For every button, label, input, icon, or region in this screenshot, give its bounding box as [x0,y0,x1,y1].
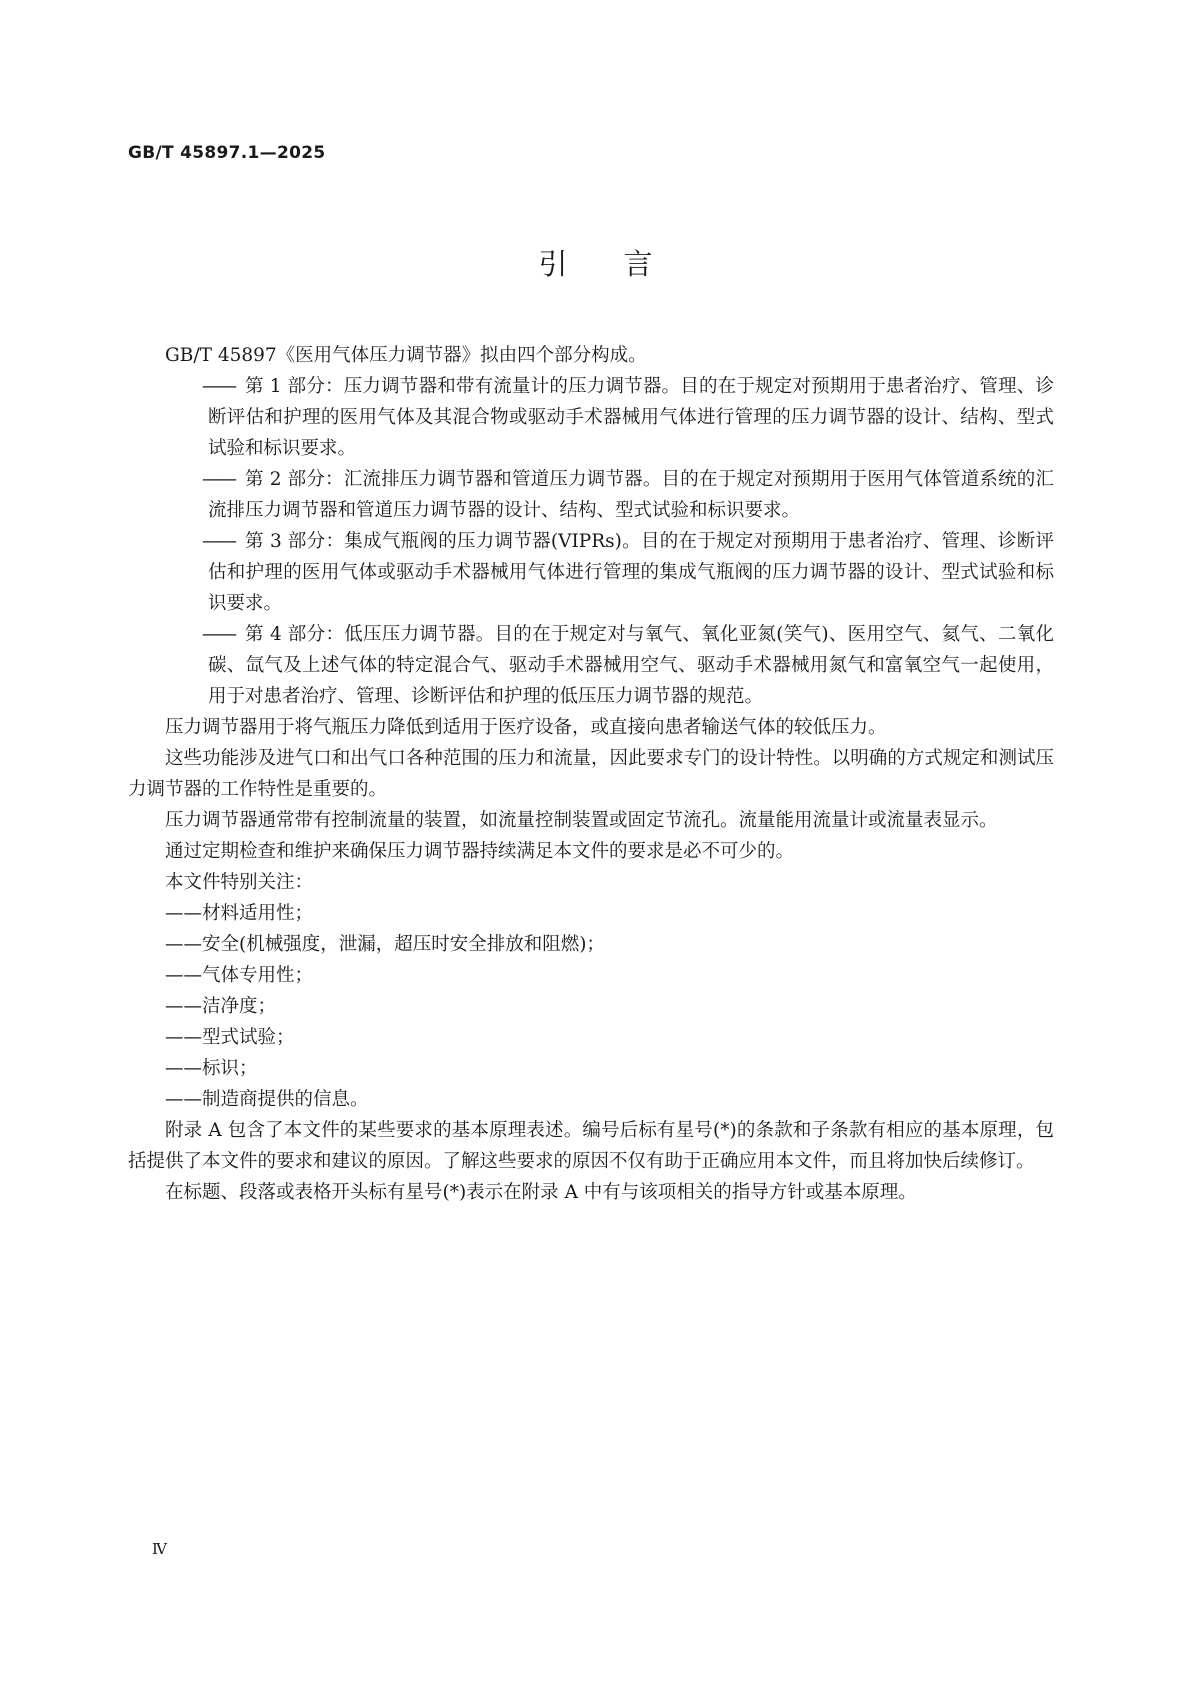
page-number: Ⅳ [152,1540,167,1558]
paragraph: 附录 A 包含了本文件的某些要求的基本原理表述。编号后标有星号(*)的条款和子条款有相应的基本原理，包括提供了本文件的要求和建议的原因。了解这些要求的原因不仅有助于正确应用本文件，而且将加快后续修订。 [128,1120,1054,1172]
dash-bullet: —— [202,469,235,490]
part-4-text: 第 4 部分：低压压力调节器。目的在于规定对与氧气、氧化亚氮(笑气)、医用空气、氦气、二氧化碳、氙气及上述气体的特定混合气、驱动手术器械用空气、驱动手术器械用氮气和富氧空气一起使用，用于对患者治疗、管理、诊断评估和护理的低压压力调节器的规范。 [208,624,1054,707]
dash-bullet: —— [165,903,202,924]
part-3-text: 第 3 部分：集成气瓶阀的压力调节器(VIPRs)。目的在于规定对预期用于患者治疗、管理、诊断评估和护理的医用气体或驱动手术器械用气体进行管理的集成气瓶阀的压力调节器的设计、型式试验和标识要求。 [208,531,1054,614]
standard-number: GB/T 45897.1—2025 [128,143,326,163]
concern-item [128,1084,1054,1115]
concern-item [128,929,1054,960]
paragraph: 本文件特别关注： [165,872,314,893]
concern-item [128,960,1054,991]
concern-text: 型式试验； [202,1027,295,1048]
concern-item [128,1053,1054,1084]
dash-bullet: —— [202,624,235,645]
dash-bullet: —— [202,376,235,397]
concern-text: 制造商提供的信息。 [202,1089,369,1110]
concern-text: 洁净度； [202,996,277,1017]
dash-bullet: —— [165,996,202,1017]
concern-text: 材料适用性； [202,903,314,924]
list-item [128,464,1054,526]
dash-bullet: —— [165,965,202,986]
list-item [128,526,1054,619]
part-1-text: 第 1 部分：压力调节器和带有流量计的压力调节器。目的在于规定对预期用于患者治疗、管理、诊断评估和护理的医用气体及其混合物或驱动手术器械用气体进行管理的压力调节器的设计、结构、型式试验和标识要求。 [208,376,1054,459]
concern-item [128,991,1054,1022]
paragraph: 这些功能涉及进气口和出气口各种范围的压力和流量，因此要求专门的设计特性。以明确的方式规定和测试压力调节器的工作特性是重要的。 [128,748,1054,800]
paragraph: 压力调节器通常带有控制流量的装置，如流量控制装置或固定节流孔。流量能用流量计或流量表显示。 [165,810,998,831]
dash-bullet: —— [165,1027,202,1048]
dash-bullet: —— [165,1089,202,1110]
concern-text: 气体专用性； [202,965,314,986]
part-2-text: 第 2 部分：汇流排压力调节器和管道压力调节器。目的在于规定对预期用于医用气体管道系统的汇流排压力调节器和管道压力调节器的设计、结构、型式试验和标识要求。 [208,469,1054,521]
page-title: 引言 [538,247,709,281]
concern-text: 安全(机械强度，泄漏，超压时安全排放和阻燃)； [202,934,605,955]
dash-bullet: —— [165,1058,202,1079]
list-item [128,619,1054,712]
paragraph: 压力调节器用于将气瓶压力降低到适用于医疗设备，或直接向患者输送气体的较低压力。 [165,717,887,738]
document-body [128,340,1054,1208]
intro-paragraph: GB/T 45897《医用气体压力调节器》拟由四个部分构成。 [165,345,647,366]
concern-item [128,898,1054,929]
paragraph: 在标题、段落或表格开头标有星号(*)表示在附录 A 中有与该项相关的指导方针或基本原理。 [165,1182,917,1203]
concern-item [128,1022,1054,1053]
concern-text: 标识； [202,1058,258,1079]
dash-bullet: —— [165,934,202,955]
dash-bullet: —— [202,531,235,552]
paragraph: 通过定期检查和维护来确保压力调节器持续满足本文件的要求是必不可少的。 [165,841,795,862]
list-item [128,371,1054,464]
